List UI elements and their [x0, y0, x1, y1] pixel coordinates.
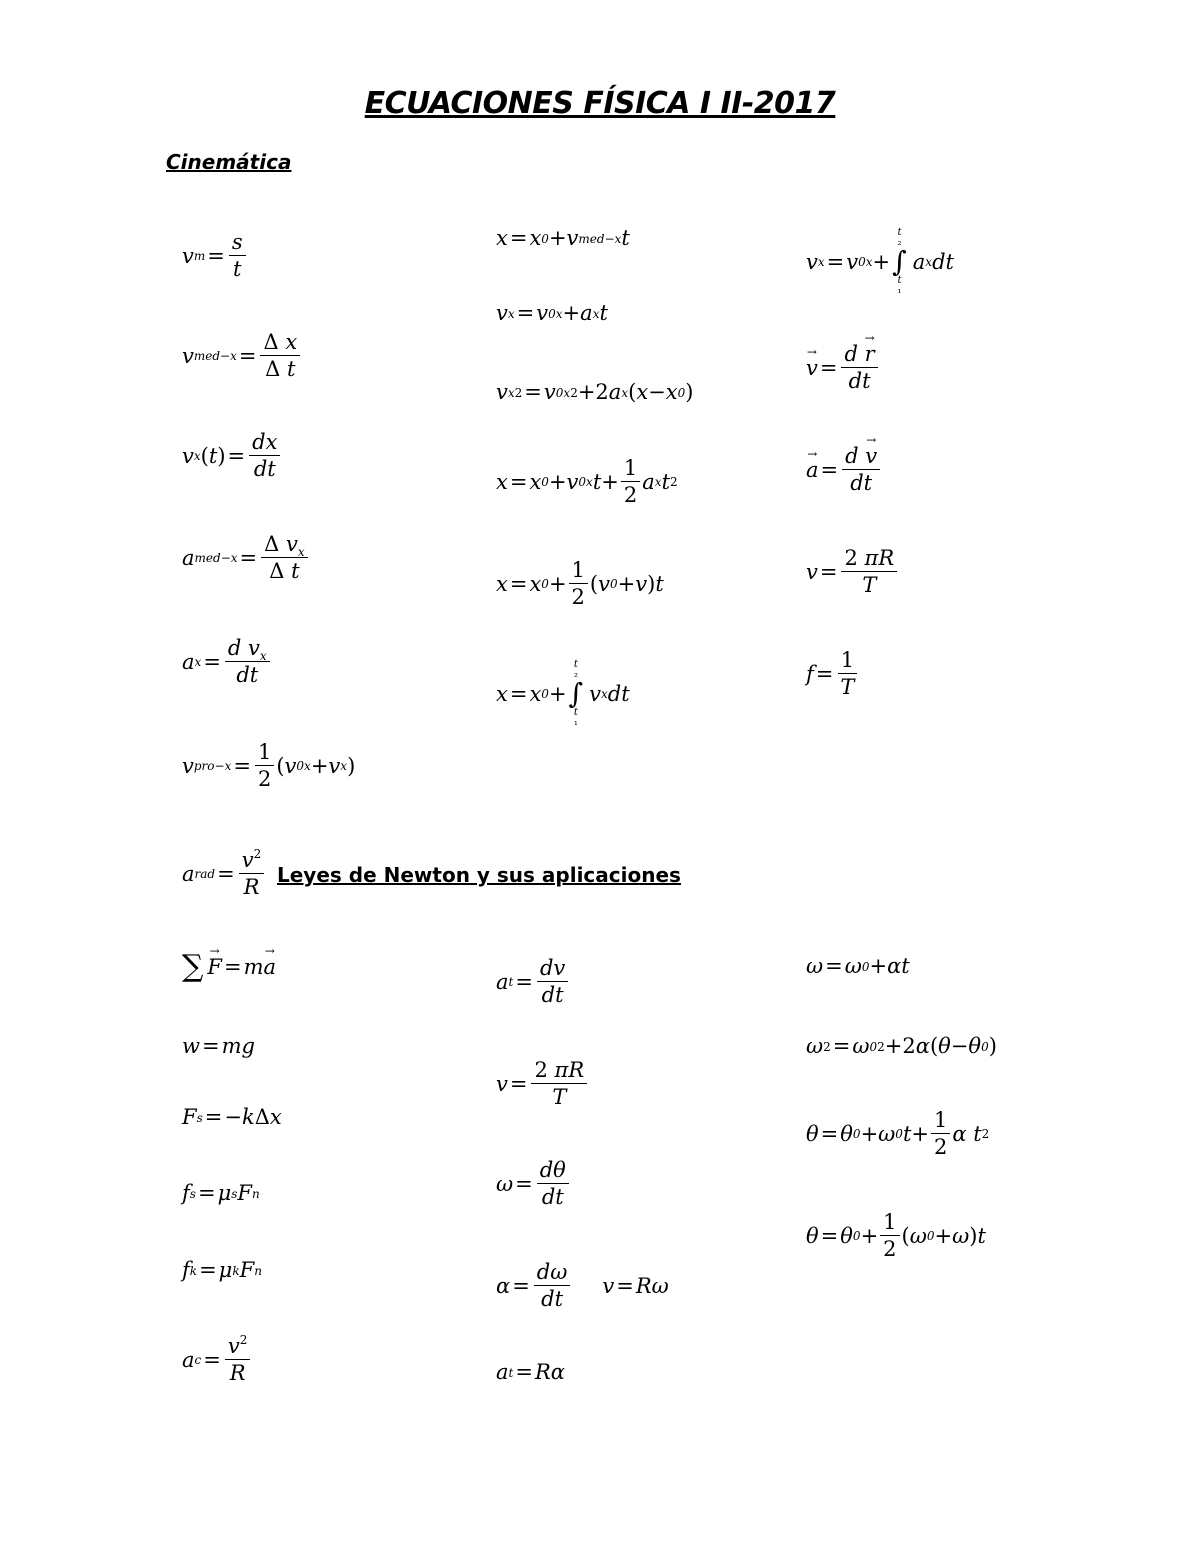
equation-vpro-x: v pro−x = $\frac{1}{2}$ ( v 0x + v x ) — [182, 740, 356, 791]
equation-x-integral: x = x 0 + t ₂ ∫ t ₁ v x dt — [496, 659, 630, 728]
equation-kinetic-friction: f k = μ k F n — [182, 1258, 262, 1282]
equation-ax: a x = $\frac{d v_x}{dt}$ — [182, 638, 272, 686]
equation-x-vmed: x = x 0 + v med−x t — [496, 226, 630, 250]
equation-theta-average: θ = θ 0 + $\frac{1}{2}$ ( ω 0 + ω ) t — [806, 1210, 986, 1261]
section-heading-cinematica: Cinemática — [166, 150, 292, 174]
equation-at-ralpha: a t = Rα — [496, 1360, 565, 1384]
equation-vx-squared: v x 2 = v 0x 2 +2 a x ( x − x 0 ) — [496, 380, 694, 404]
equation-vm: v m = $\frac{s}{t}$ — [182, 232, 248, 280]
equation-centripetal: a c = $\frac{v^2}{R}$ — [182, 1336, 252, 1384]
equation-angular-acceleration: α = $\frac{d\omega}{dt}$ v = Rω — [496, 1260, 669, 1311]
equation-newton-second-law: ∑ → F = m → a — [182, 952, 276, 982]
equation-tangential-accel: a t = $\frac{dv}{dt}$ — [496, 958, 570, 1006]
equation-amed-x: a med−x = $\frac{\Delta v_x}{\text{Δ t}}$ — [182, 534, 310, 582]
equation-vx-linear: v x = v 0x + a x t — [496, 301, 608, 325]
equation-frequency: f = $\frac{1}{T}$ — [806, 650, 859, 698]
equation-v-circular: v = $\frac{2 \pi R}{T}$ — [806, 548, 899, 596]
equation-vx-integral: v x = v 0x + t ₂ ∫ t ₁ a x dt — [806, 227, 954, 296]
equation-spring-force: F s = − k Δ x — [182, 1105, 282, 1129]
equation-arad: a rad = $\frac{v^2}{R}$ — [182, 850, 266, 898]
equation-vx-t: v x ( t ) = $\frac{dx}{dt}$ — [182, 432, 282, 480]
equation-angular-velocity: ω = $\frac{d\theta}{dt}$ — [496, 1160, 571, 1208]
equation-static-friction: f s = μ s F n — [182, 1181, 260, 1205]
equation-omega-linear: ω = ω 0 + αt — [806, 954, 910, 978]
equation-v-circular-2: v = $\frac{2 \pi R}{T}$ — [496, 1060, 589, 1108]
equation-velocity-vector: → v = $\frac{d \to r}{dt}$ — [806, 344, 880, 392]
page-title: ECUACIONES FÍSICA I II-2017 — [364, 86, 836, 121]
equation-theta-quadratic: θ = θ 0 + ω 0 t + $\frac{1}{2}$ α t 2 — [806, 1108, 990, 1159]
equation-x-quadratic: x = x 0 + v 0x t + $\frac{1}{2}$ a x t 2 — [496, 456, 678, 507]
equation-weight: w = mg — [182, 1034, 255, 1058]
section-heading-newton: Leyes de Newton y sus aplicaciones — [277, 863, 681, 887]
equation-x-average: x = x 0 + $\frac{1}{2}$ ( v 0 + v ) t — [496, 558, 664, 609]
equation-omega-squared: ω 2 = ω 0 2 +2 α ( θ − θ 0 ) — [806, 1034, 997, 1058]
equation-acceleration-vector: → a = $\frac{d \to v}{dt}$ — [806, 446, 882, 494]
equation-vmed-x: v med−x = $\frac{\text{Δ x}}{\text{Δ t}}$ — [182, 332, 302, 380]
